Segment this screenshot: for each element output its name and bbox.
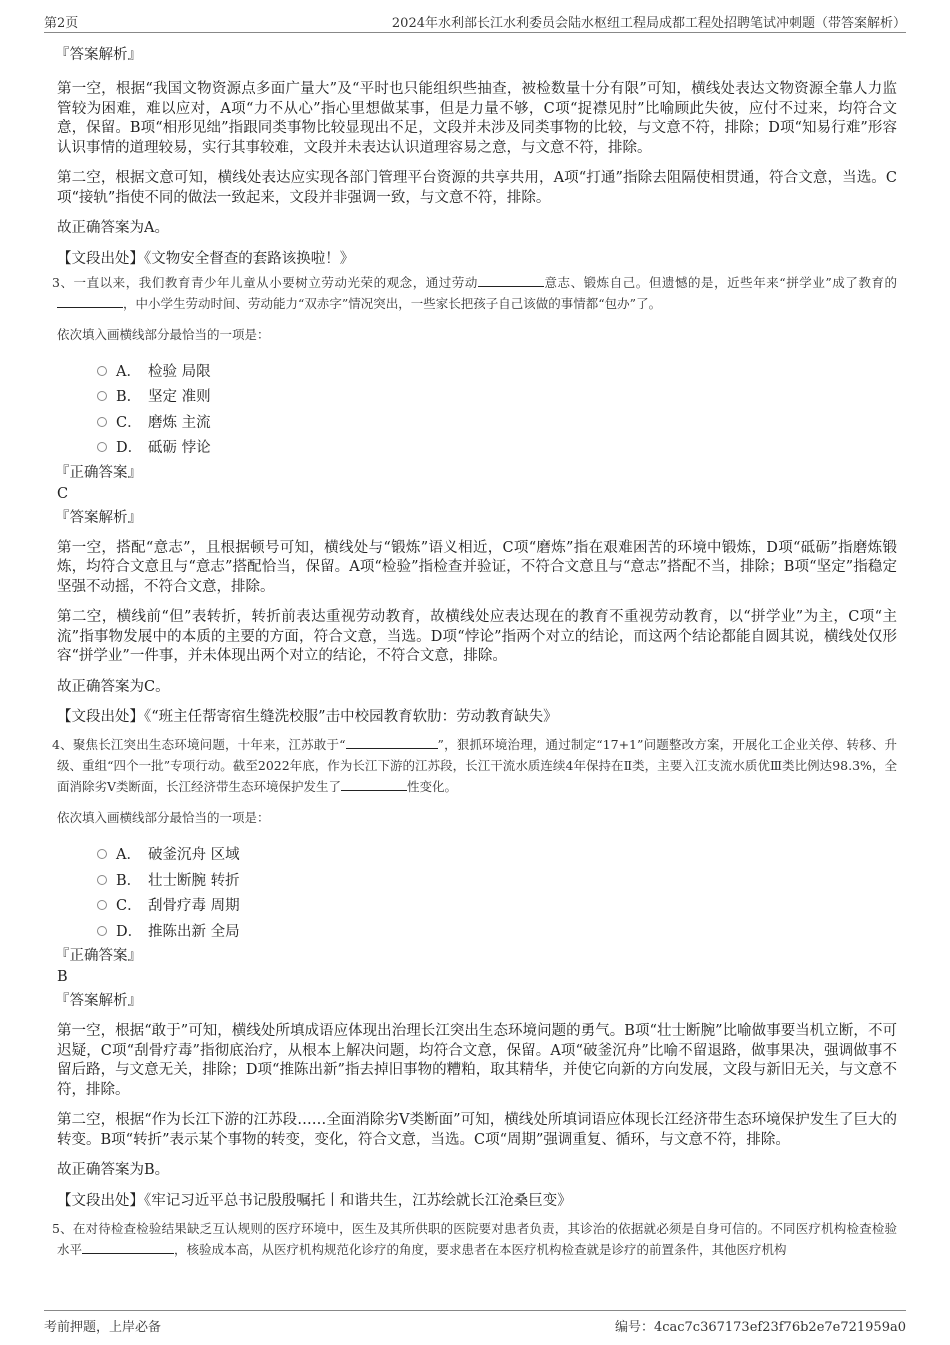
q3-option-d[interactable] xyxy=(97,436,897,462)
option-text: 壮士断腕 转折 xyxy=(148,872,240,889)
q4-stem-part: ”，狠抓环境治理，通过制定“17+1”问题整改方案，开展化工企业关停、转移、升级、重组“四个一批”专项行动。截至2022年底，作为长江下游的江苏段，长江干流水质连续4年保持在Ⅱ类，主要入江支流水质优Ⅲ类比例达98.3%，全面消除劣Ⅴ类断面，长江经济带生态环境保护发生了 xyxy=(57,737,898,794)
q4-option-c[interactable] xyxy=(97,894,897,920)
q4-stem xyxy=(52,734,898,797)
radio-button[interactable] xyxy=(97,417,107,427)
option-letter: B． xyxy=(116,872,142,889)
option-text: 破釜沉舟 区域 xyxy=(148,847,240,863)
q3-number: 3、 xyxy=(52,274,74,290)
option-text: 检验 局限 xyxy=(148,363,211,380)
q5-number: 5、 xyxy=(52,1220,73,1236)
q2-answer-summary: 故正确答案为A。 xyxy=(57,220,169,236)
option-letter: C． xyxy=(116,898,142,914)
q4-option-d[interactable] xyxy=(97,920,897,946)
option-text: 磨炼 主流 xyxy=(148,414,211,431)
radio-button[interactable] xyxy=(97,926,107,936)
q5-stem-part: 在对待检查检验结果缺乏互认规则的医疗环境中，医生及其所供职的医院要对患者负责，其诊治的依据就必须是自身可信的。不同医疗机构检查检验水平 xyxy=(57,1220,897,1257)
page-footer xyxy=(44,1310,906,1335)
q3-stem xyxy=(52,272,897,314)
option-letter: D． xyxy=(116,923,143,940)
q4-options xyxy=(97,843,897,945)
option-letter: C． xyxy=(116,414,142,431)
q5-blank-1 xyxy=(82,1240,174,1254)
option-letter: A． xyxy=(116,363,141,380)
option-text: 砥砺 悖论 xyxy=(148,440,211,456)
q3-instruction: 依次填入画横线部分最恰当的一项是： xyxy=(57,326,270,342)
q4-analysis-para-1: 第一空，根据“敢于”可知，横线处所填成语应体现出治理长江突出生态环境问题的勇气。B项“壮士断腕”比喻做事要当机立断，不可迟疑，C项“刮骨疗毒”指彻底治疗，从根本上解决问题，均符合文意，保留。A项“破釜沉舟”比喻不留退路，做事果决，强调做事不留后路，与文意无关，排除；D项“推陈出新”指去掉旧事物的糟粕，取其精华，并使它向新的方向发展，文段与新旧无关，与文意不符，排除。 xyxy=(57,1023,897,1098)
option-letter: D． xyxy=(116,440,143,456)
q3-correct-answer: C xyxy=(57,485,69,502)
q3-blank-1 xyxy=(478,273,544,287)
q3-analysis-para-2: 第二空，横线前“但”表转折，转折前表达重视劳动教育，故横线处应表达现在的教育不重视劳动教育，以“拼学业”为主，C项“主流”指事物发展中的本质的主要的方面，符合文意，当选。D项“悖论”指两个对立的结论，而这两个结论都能自圆其说，横线处仅形容“拼学业”一件事，并未体现出两个对立的结论，不符合文意，排除。 xyxy=(57,609,897,664)
q4-option-b[interactable] xyxy=(97,869,897,895)
q3-stem-part: 意志、锻炼自己。但遗憾的是，近些年来“拼学业”成了教育的 xyxy=(543,274,897,290)
q4-analysis-para-2: 第二空，根据“作为长江下游的江苏段……全面消除劣Ⅴ类断面”可知，横线处所填词语应体现长江经济带生态环境保护发生了巨大的转变。B项“转折”表示某个事物的转变，变化，符合文意，当选。C项“周期”强调重复、循环，与文意不符，排除。 xyxy=(57,1112,897,1148)
q3-correct-label: 『正确答案』 xyxy=(55,464,142,481)
radio-button[interactable] xyxy=(97,900,107,910)
radio-button[interactable] xyxy=(97,849,107,859)
radio-button[interactable] xyxy=(97,391,107,401)
option-text: 刮骨疗毒 周期 xyxy=(148,898,240,914)
q4-correct-label: 『正确答案』 xyxy=(55,948,142,964)
q5-stem-part: ，核验成本高，从医疗机构规范化诊疗的角度，要求患者在本医疗机构检查就是诊疗的前置条件，其他医疗机构 xyxy=(174,1241,787,1257)
q3-stem-part: 一直以来，我们教育青少年儿童从小要树立劳动光荣的观念，通过劳动 xyxy=(73,274,478,290)
page-number: 第2页 xyxy=(44,16,79,31)
q3-option-a[interactable] xyxy=(97,360,897,386)
q4-blank-2 xyxy=(341,777,407,791)
option-letter: A． xyxy=(116,847,141,863)
page-header xyxy=(44,10,906,33)
q3-option-c[interactable] xyxy=(97,411,897,437)
q2-analysis-para-1: 第一空，根据“我国文物资源点多面广量大”及“平时也只能组织些抽查，被检数量十分有限”可知，横线处表达文物资源全靠人力监管较为困难，难以应对，A项“力不从心”指心里想做某事，但是力量不够，C项“捉襟见肘”比喻顾此失彼，应付不过来，均符合文意，保留。B项“相形见绌”指跟同类事物比较显现出不足，文段并未涉及同类事物的比较，与文意不符，排除；D项“知易行难”形容认识事情的道理较易，实行其事较难，文段并未表达认识道理容易之意，与文意不符，排除。 xyxy=(57,81,897,156)
q4-stem-part: 性变化。 xyxy=(407,779,458,794)
radio-button[interactable] xyxy=(97,366,107,376)
q4-analysis-label: 『答案解析』 xyxy=(55,993,142,1009)
document-id: 编号：4cac7c367173ef23f76b2e7e721959a0 xyxy=(614,1320,906,1335)
q4-stem-part: 聚焦长江突出生态环境问题，十年来，江苏敢于“ xyxy=(72,737,346,752)
q4-correct-answer: B xyxy=(57,969,68,985)
footer-slogan: 考前押题，上岸必备 xyxy=(44,1320,162,1335)
q3-options xyxy=(97,360,897,462)
q3-analysis-label: 『答案解析』 xyxy=(55,509,142,526)
q4-number: 4、 xyxy=(52,737,73,752)
q5-stem xyxy=(52,1218,897,1260)
q3-option-b[interactable] xyxy=(97,385,897,411)
option-letter: B． xyxy=(116,389,142,405)
q3-answer-summary: 故正确答案为C。 xyxy=(57,678,170,695)
q3-analysis-para-1: 第一空，搭配“意志”，且根据顿号可知，横线处与“锻炼”语义相近，C项“磨炼”指在艰难困苦的环境中锻炼，D项“砥砺”指磨炼锻炼，均符合文意且与“意志”搭配恰当，保留。A项“检验”指检查并验证，不符合文意且与“意志”搭配不当，排除；B项“坚定”指稳定坚强不动摇，不符合文意，排除。 xyxy=(57,539,897,595)
q4-blank-1 xyxy=(346,735,438,749)
q4-answer-summary: 故正确答案为B。 xyxy=(57,1162,170,1178)
q2-source: 【文段出处】《文物安全督查的套路该换啦！》 xyxy=(57,250,355,267)
q4-source: 【文段出处】《牢记习近平总书记殷殷嘱托丨和谐共生，江苏绘就长江沧桑巨变》 xyxy=(57,1192,572,1209)
q4-instruction: 依次填入画横线部分最恰当的一项是： xyxy=(57,810,270,825)
q3-blank-2 xyxy=(57,294,123,308)
option-text: 推陈出新 全局 xyxy=(148,923,240,940)
document-title: 2024年水利部长江水利委员会陆水枢纽工程局成都工程处招聘笔试冲刺题（带答案解析） xyxy=(391,16,906,31)
q2-analysis-label: 『答案解析』 xyxy=(55,47,142,63)
q4-option-a[interactable] xyxy=(97,843,897,869)
document-body xyxy=(52,44,898,1260)
q2-analysis-para-2: 第二空，根据文意可知，横线处表达应实现各部门管理平台资源的共享共用，A项“打通”指除去阻隔使相贯通，符合文意，当选。C项“接轨”指使不同的做法一致起来，文段并非强调一致，与文意不符，排除。 xyxy=(57,170,897,206)
option-text: 坚定 准则 xyxy=(148,389,211,405)
radio-button[interactable] xyxy=(97,875,107,885)
q3-source: 【文段出处】《“班主任帮寄宿生缝洗校服”击中校园教育软肋：劳动教育缺失》 xyxy=(57,709,558,725)
radio-button[interactable] xyxy=(97,442,107,452)
q3-stem-part: ，中小学生劳动时间、劳动能力“双赤字”情况突出，一些家长把孩子自己该做的事情都“包办”了。 xyxy=(123,295,662,311)
